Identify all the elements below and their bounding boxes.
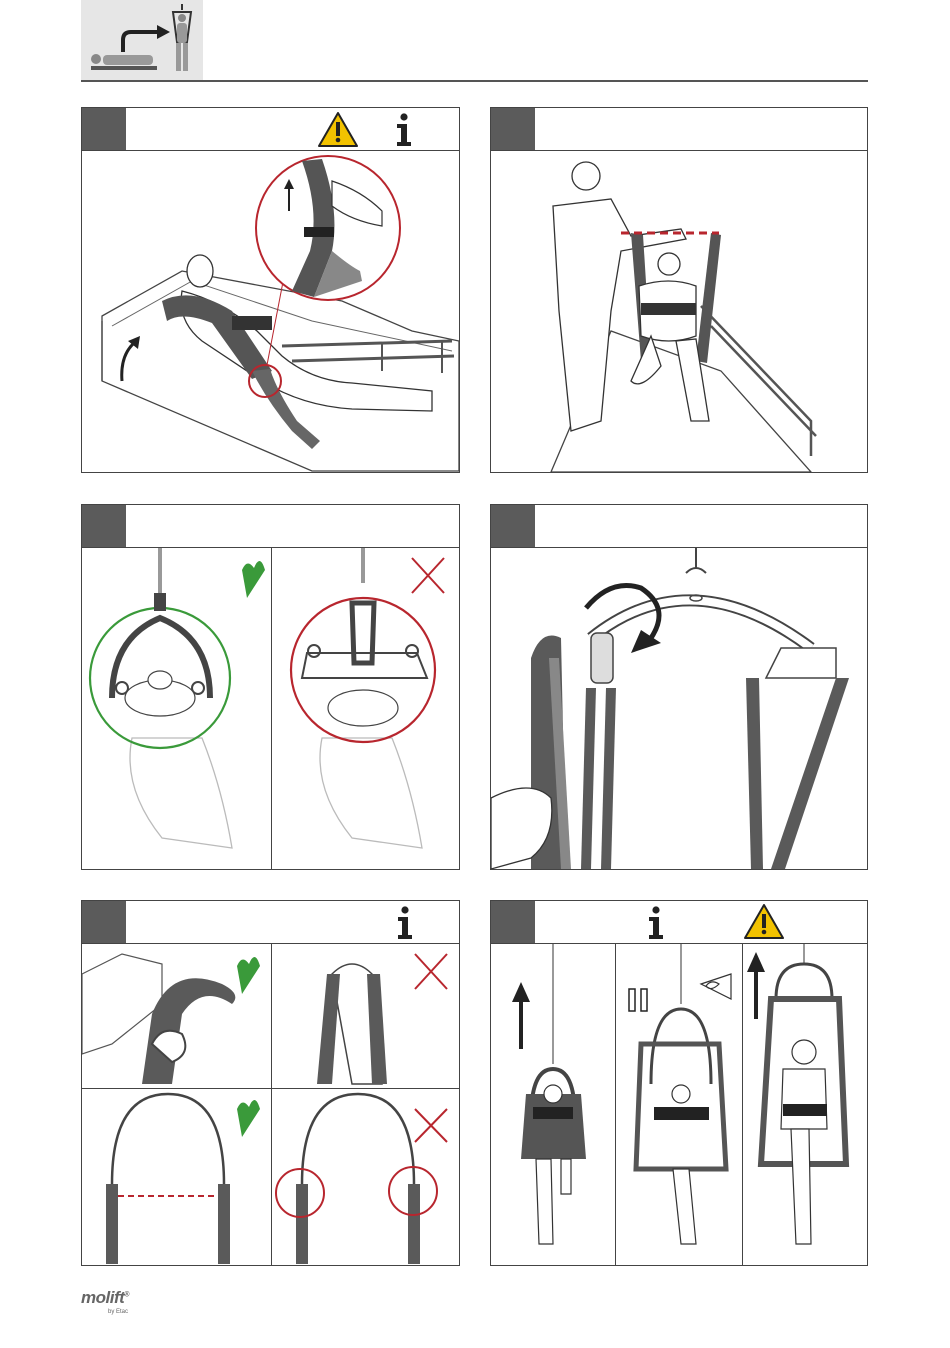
step-4-panel [490,504,868,870]
step-4-illustration [491,548,867,869]
correct-subpanel [90,548,265,848]
step-3-panel [81,504,460,870]
correct-subpanel [82,954,260,1084]
step-2-panel [490,107,868,473]
incorrect-subpanel [291,548,444,848]
incorrect-subpanel [317,954,447,1084]
header-rule [81,80,868,82]
step-1-illustration [82,151,459,472]
incorrect-subpanel [276,1094,447,1264]
step-1-panel [81,107,460,473]
header-icon-box [81,0,203,80]
panel-header [491,901,867,944]
step-6-illustration [491,944,867,1265]
step-number-box [491,505,535,547]
panel-header [82,505,459,548]
step-number-box [491,108,535,150]
lift-subpanel [747,944,846,1244]
panel-header [82,901,459,944]
info-icon [393,113,415,147]
step-3-illustration [82,548,459,869]
step-number-box [82,108,126,150]
warning-icon [743,903,785,941]
step-number-box [491,901,535,943]
correct-subpanel [106,1094,260,1264]
brand-subtitle: by Etac [108,1309,129,1315]
check-subpanel [629,944,731,1244]
info-icon [645,906,667,940]
lift-subpanel [512,944,586,1244]
step-number-box [82,505,126,547]
warning-icon [317,111,359,149]
step-2-illustration [491,151,867,472]
brand-logo: molift® [81,1288,129,1307]
step-number-box [82,901,126,943]
panel-header [82,108,459,151]
step-5-illustration [82,944,459,1265]
info-icon [394,906,416,940]
lying-to-hanging-icon [81,0,203,80]
panel-header [491,108,867,151]
step-5-panel [81,900,460,1266]
step-6-panel [490,900,868,1266]
panel-header [491,505,867,548]
